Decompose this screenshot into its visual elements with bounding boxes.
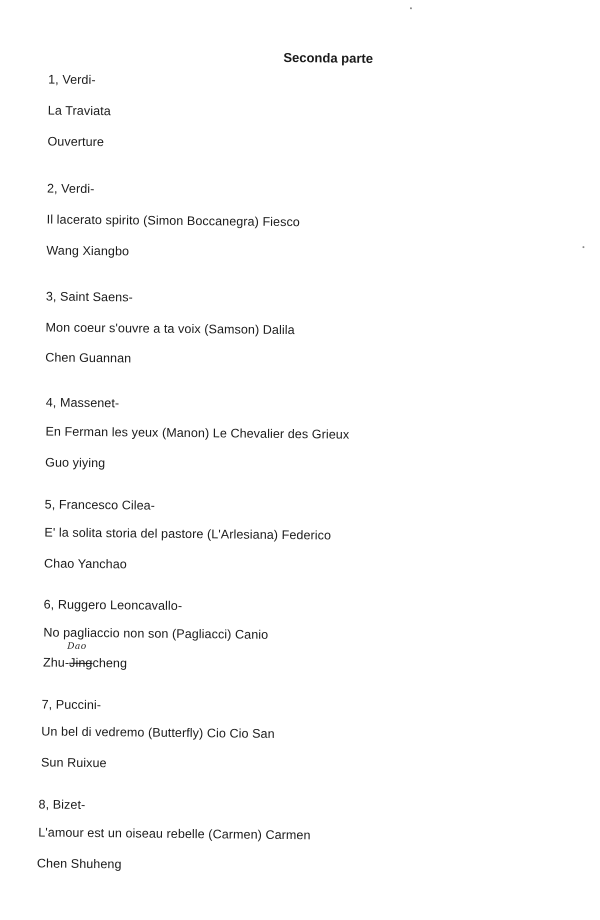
item-3-title: Mon coeur s'ouvre a ta voix (Samson) Dalila xyxy=(45,320,295,338)
item-2-title: Il lacerato spirito (Simon Boccanegra) Fiesco xyxy=(46,212,300,230)
item-3-performer: Chen Guannan xyxy=(45,350,132,366)
item-5-heading: 5, Francesco Cilea- xyxy=(44,497,156,513)
item-8-heading: 8, Bizet- xyxy=(38,797,86,812)
item-5-performer: Chao Yanchao xyxy=(44,556,127,572)
item-4-title: En Ferman les yeux (Manon) Le Chevalier des Grieux xyxy=(45,424,350,442)
struck-text: Jing xyxy=(69,655,93,671)
item-4-performer: Guo yiying xyxy=(45,455,106,471)
item-4-heading: 4, Massenet- xyxy=(45,395,120,411)
performer-prefix: Zhu- xyxy=(42,655,70,670)
item-8-title: L'amour est un oiseau rebelle (Carmen) Carmen xyxy=(38,825,311,843)
item-8-performer: Chen Shuheng xyxy=(36,856,122,872)
item-3-heading: 3, Saint Saens- xyxy=(45,289,133,305)
item-1-title: La Traviata xyxy=(47,103,111,119)
scan-speck xyxy=(582,246,584,248)
item-7-performer: Sun Ruixue xyxy=(40,755,107,771)
handwritten-correction: Dao xyxy=(67,641,87,652)
page-title: Seconda parte xyxy=(283,49,374,66)
item-1-heading: 1, Verdi- xyxy=(48,72,96,88)
item-7-heading: 7, Puccini- xyxy=(41,697,102,713)
item-7-title: Un bel di vedremo (Butterfly) Cio Cio San xyxy=(41,724,275,741)
item-2-performer: Wang Xiangbo xyxy=(46,243,130,259)
item-2-heading: 2, Verdi- xyxy=(46,181,95,196)
item-6-title: No pagliaccio non son (Pagliacci) Canio xyxy=(43,625,269,642)
item-1-detail: Ouverture xyxy=(47,134,105,150)
scan-speck xyxy=(410,7,412,9)
item-6-performer xyxy=(43,655,127,670)
item-6-heading: 6, Ruggero Leoncavallo- xyxy=(43,597,183,613)
performer-suffix: cheng xyxy=(92,656,128,671)
item-5-title: E' la solita storia del pastore (L'Arlesiana) Federico xyxy=(44,525,332,543)
